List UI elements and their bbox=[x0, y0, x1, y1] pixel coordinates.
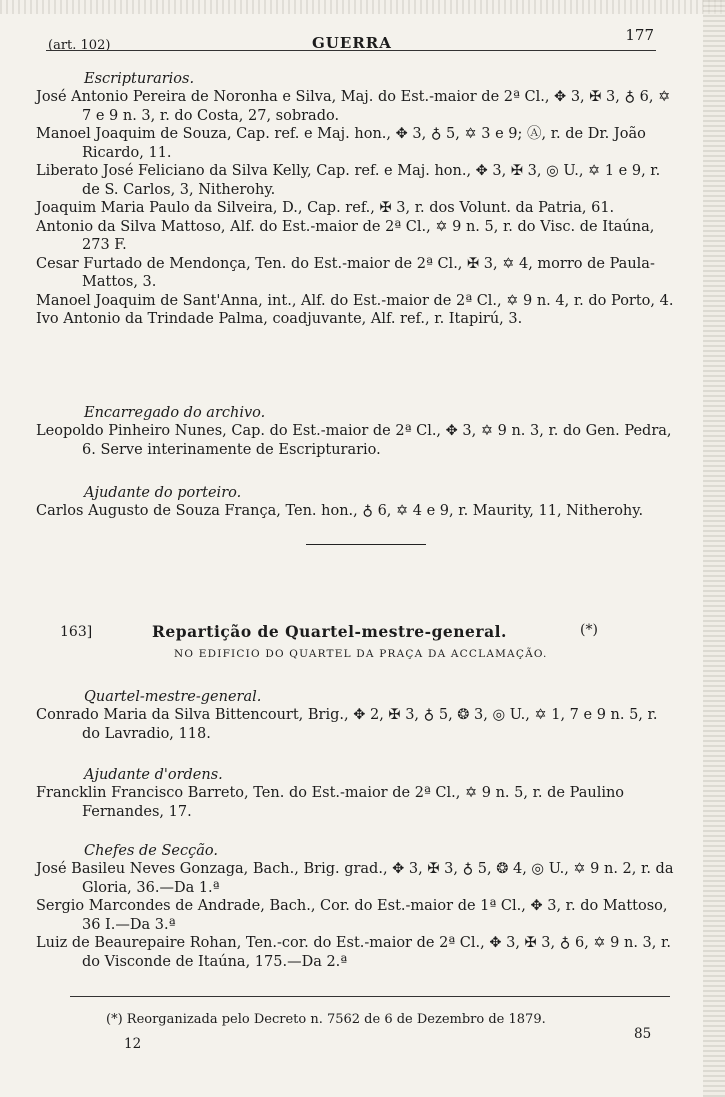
page-reference: 85 bbox=[634, 1026, 652, 1042]
page-number: 177 bbox=[625, 26, 654, 44]
list-item: Ivo Antonio da Trindade Palma, coadjuvante, Alf. ref., r. Itapirú, 3. bbox=[36, 311, 523, 327]
section-escripturarios bbox=[36, 70, 676, 329]
list-item: Leopoldo Pinheiro Nunes, Cap. do Est.-maior de 2ª Cl., ✥ 3, ✡ 9 n. 3, r. do Gen. Pedra, 6. Serve interinamente de Escripturario. bbox=[36, 423, 672, 458]
list-item: José Basileu Neves Gonzaga, Bach., Brig. grad., ✥ 3, ✠ 3, ♁ 5, ❂ 4, ◎ U., ✡ 9 n. 2, r. da Gloria, 36.—Da 1.ª bbox=[36, 861, 674, 896]
list-item: Manoel Joaquim de Souza, Cap. ref. e Maj. hon., ✥ 3, ♁ 5, ✡ 3 e 9; Ⓐ, r. de Dr. João Ricardo, 11. bbox=[36, 126, 646, 161]
list-item: Joaquim Maria Paulo da Silveira, D., Cap. ref., ✠ 3, r. dos Volunt. da Patria, 61. bbox=[36, 200, 615, 216]
section-heading: Escripturarios. bbox=[84, 71, 195, 87]
list-item: Conrado Maria da Silva Bittencourt, Brig., ✥ 2, ✠ 3, ♁ 5, ❂ 3, ◎ U., ✡ 1, 7 e 9 n. 5, r. do Lavradio, 118. bbox=[36, 707, 658, 742]
section-heading: Chefes de Secção. bbox=[84, 843, 218, 859]
section-divider bbox=[306, 544, 426, 545]
section-ajudante-ordens bbox=[36, 766, 676, 821]
list-item: Antonio da Silva Mattoso, Alf. do Est.-maior de 2ª Cl., ✡ 9 n. 5, r. do Visc. de Itaúna, 273 F. bbox=[36, 218, 655, 253]
section-encarregado bbox=[36, 404, 676, 459]
list-item: Francklin Francisco Barreto, Ten. do Est.-maior de 2ª Cl., ✡ 9 n. 5, r. de Paulino Fernandes, 17. bbox=[36, 785, 625, 820]
list-item: Manoel Joaquim de Sant'Anna, int., Alf. do Est.-maior de 2ª Cl., ✡ 9 n. 4, r. do Porto, 4. bbox=[36, 292, 674, 309]
running-head bbox=[40, 24, 660, 53]
running-title: GUERRA bbox=[312, 34, 392, 52]
section-ajudante-porteiro bbox=[36, 484, 676, 521]
article-ref: (art. 102) bbox=[48, 38, 111, 53]
list-item: Carlos Augusto de Souza França, Ten. hon., ♁ 6, ✡ 4 e 9, r. Maurity, 11, Nitherohy. bbox=[36, 503, 644, 519]
department-subtitle: NO EDIFICIO DO QUARTEL DA PRAÇA DA ACCLAMAÇÃO. bbox=[174, 648, 548, 660]
list-item: Luiz de Beaurepaire Rohan, Ten.-cor. do Est.-maior de 2ª Cl., ✥ 3, ✠ 3, ♁ 6, ✡ 9 n. 3, r. do Visconde de Itaúna, 175.—Da 2.ª bbox=[36, 935, 671, 970]
section-heading: Ajudante d'ordens. bbox=[84, 767, 223, 783]
list-item: José Antonio Pereira de Noronha e Silva, Maj. do Est.-maior de 2ª Cl., ✥ 3, ✠ 3, ♁ 6, ✡ 7 e 9 n. 3, r. do Costa, 27, sobrado. bbox=[36, 89, 671, 124]
list-item: Cesar Furtado de Mendonça, Ten. do Est.-maior de 2ª Cl., ✠ 3, ✡ 4, morro de Paula-Mattos, 3. bbox=[36, 255, 655, 290]
footnote: (*) Reorganizada pelo Decreto n. 7562 de 6 de Dezembro de 1879. bbox=[106, 1012, 546, 1027]
header-rule bbox=[46, 50, 656, 51]
footnote-mark: (*) bbox=[580, 622, 598, 638]
section-heading: Encarregado do archivo. bbox=[84, 405, 266, 421]
department-number: 163] bbox=[60, 624, 93, 640]
footnote-rule bbox=[70, 996, 670, 997]
department-name: Repartição de Quartel-mestre-general. bbox=[152, 622, 507, 641]
list-item: Sergio Marcondes de Andrade, Bach., Cor. do Est.-maior de 1ª Cl., ✥ 3, r. do Mattoso, 36 I.—Da 3.ª bbox=[36, 898, 668, 933]
section-heading: Quartel-mestre-general. bbox=[84, 689, 262, 705]
page-edge-right bbox=[703, 0, 725, 1097]
list-item: Liberato José Feliciano da Silva Kelly, Cap. ref. e Maj. hon., ✥ 3, ✠ 3, ◎ U., ✡ 1 e 9, r. de S. Carlos, 3, Nitherohy. bbox=[36, 163, 661, 198]
signature-mark: 12 bbox=[124, 1036, 142, 1052]
page-edge-top bbox=[0, 0, 725, 14]
section-quartel-mestre bbox=[36, 688, 676, 743]
section-chefes-seccao bbox=[36, 842, 676, 971]
section-heading: Ajudante do porteiro. bbox=[84, 485, 242, 501]
